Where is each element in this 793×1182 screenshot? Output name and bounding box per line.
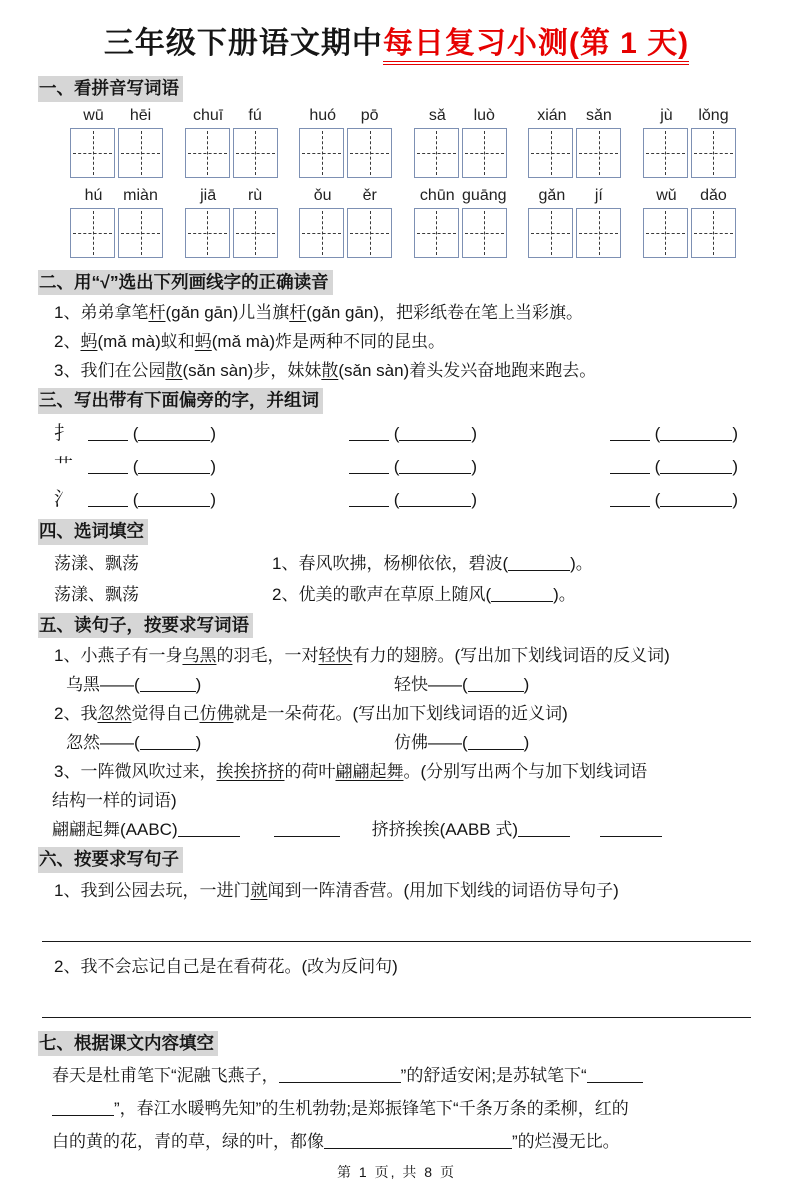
word-blank	[138, 491, 210, 507]
answer-row	[38, 728, 755, 757]
word-options: 荡漾、飘荡	[54, 553, 139, 573]
text: 白的黄的花，青的草，绿的叶，都像	[52, 1132, 324, 1152]
answer-blank	[66, 728, 394, 757]
section-3-heading: 三、写出带有下面偏旁的字，并组词	[38, 388, 323, 414]
writing-box	[70, 208, 115, 258]
pinyin-syllable: jiā	[200, 186, 217, 204]
pinyin-word-group	[414, 107, 508, 178]
pinyin-syllable: jí	[594, 186, 603, 204]
writing-boxes	[70, 128, 164, 178]
text: 1、我到公园去玩，一进门	[54, 880, 251, 900]
pinyin-syllable: guāng	[462, 186, 507, 204]
underlined-text: 就	[250, 880, 268, 900]
text: 有力的翅膀。(写出加下划线词语的反义词)	[352, 646, 670, 666]
pinyin-word-group	[70, 187, 164, 258]
writing-boxes	[185, 208, 279, 258]
text: (sǎn sàn)步，妹妹	[182, 361, 322, 381]
underlined-text: 轻快	[318, 646, 353, 666]
pinyin-labels	[299, 187, 393, 205]
fill-paragraph-line	[38, 1059, 755, 1092]
text: )	[523, 675, 530, 695]
character-blank	[349, 425, 389, 441]
writing-boxes	[528, 208, 622, 258]
writing-box	[118, 128, 163, 178]
radical-char: 氵	[54, 488, 74, 510]
pinyin-word-group	[185, 107, 279, 178]
writing-line	[42, 913, 751, 942]
pinyin-row-1	[38, 107, 755, 178]
pinyin-syllable: luò	[473, 106, 495, 124]
writing-box	[118, 208, 163, 258]
pinyin-labels	[528, 107, 622, 125]
fill-in-blank	[508, 554, 570, 570]
pinyin-syllable: miàn	[123, 186, 158, 204]
fill-in-blank	[600, 821, 662, 837]
writing-box	[414, 208, 459, 258]
word-blank	[138, 458, 210, 474]
underlined-text: 散	[165, 361, 183, 381]
text: )	[195, 675, 202, 695]
sentence-item	[38, 757, 755, 786]
section-text-fill	[38, 1028, 755, 1159]
text: )。	[553, 584, 576, 604]
text: 2、	[54, 332, 81, 352]
writing-box	[299, 208, 344, 258]
text: ”的舒适安闲;是苏轼笔下“	[400, 1066, 587, 1086]
pinyin-syllable: hēi	[129, 106, 152, 124]
writing-box	[414, 128, 459, 178]
character-blank	[88, 491, 128, 507]
radical-row	[38, 417, 755, 450]
fill-in-blank	[274, 821, 340, 837]
writing-boxes	[299, 208, 393, 258]
word-blank	[660, 425, 732, 441]
writing-box	[576, 208, 621, 258]
paren-text: )	[471, 489, 478, 509]
text: 结构一样的词语)	[52, 791, 177, 811]
text: 挤挤挨挨(AABB 式)	[371, 820, 519, 840]
section-7-heading: 七、根据课文内容填空	[38, 1031, 218, 1057]
fill-paragraph-line	[38, 1092, 755, 1125]
radical-rows	[38, 417, 755, 516]
page-title	[38, 24, 755, 63]
pinyin-word-group	[70, 107, 164, 178]
underlined-text: 蚂	[194, 332, 212, 352]
writing-box	[528, 128, 573, 178]
fill-in-blank	[587, 1067, 643, 1083]
text: 觉得自己	[131, 704, 200, 724]
pinyin-word-group	[528, 187, 622, 258]
fill-in-blank	[52, 1100, 114, 1116]
word-blank-group	[610, 450, 738, 483]
pinyin-labels	[643, 187, 737, 205]
writing-box	[691, 208, 736, 258]
text: (gǎn gān)儿当旗	[165, 303, 290, 323]
answer-row	[38, 670, 755, 699]
paren-text: )	[471, 423, 478, 443]
underlined-text: 挨挨挤挤	[216, 762, 285, 782]
pinyin-syllable: huó	[309, 106, 337, 124]
underlined-text: 杆	[289, 303, 307, 323]
writing-box	[643, 208, 688, 258]
answer-row	[38, 815, 755, 844]
section-1-heading: 一、看拼音写词语	[38, 76, 183, 102]
text: )。	[570, 553, 593, 573]
paren-text: )	[210, 423, 217, 443]
pinyin-syllable: rù	[247, 186, 263, 204]
pinyin-labels	[528, 187, 622, 205]
pinyin-syllable: lǒng	[698, 106, 729, 124]
writing-boxes	[414, 208, 508, 258]
text: 乌黑——(	[66, 675, 140, 695]
fill-in-blank	[140, 734, 196, 750]
paren-text: (	[388, 423, 400, 443]
text: 1、小燕子有一身	[54, 646, 183, 666]
text: 就是一朵荷花。(写出加下划线词语的近义词)	[233, 704, 568, 724]
writing-box	[528, 208, 573, 258]
fill-in-blank	[468, 676, 524, 692]
page-number: 第 1 页, 共 8 页	[337, 1164, 456, 1181]
text: )	[523, 733, 530, 753]
text: 2、我不会忘记自己是在看荷花。(改为反问句)	[54, 956, 398, 976]
paren-text: )	[732, 489, 738, 509]
word-blank	[660, 458, 732, 474]
text: (mǎ mà)炸是两种不同的昆虫。	[211, 332, 446, 352]
paren-text: (	[649, 456, 661, 476]
writing-boxes	[643, 208, 737, 258]
section-pronunciation	[38, 267, 755, 386]
word-blank	[399, 425, 471, 441]
writing-box	[70, 128, 115, 178]
paren-text: )	[732, 456, 738, 476]
fill-in-blank	[178, 821, 240, 837]
pinyin-labels	[299, 107, 393, 125]
character-blank	[610, 425, 650, 441]
pronunciation-item	[38, 298, 755, 327]
answer-blank	[66, 670, 394, 699]
pinyin-syllable: chuī	[192, 106, 224, 124]
writing-boxes	[70, 208, 164, 258]
text: (gǎn gān)，把彩纸卷在笔上当彩旗。	[306, 303, 584, 323]
sentence-item	[38, 876, 755, 905]
writing-line	[42, 989, 751, 1018]
pinyin-labels	[185, 187, 279, 205]
text: 。(分别写出两个与加下划线词语	[403, 762, 648, 782]
text: 闻到一阵清香营。(用加下划线的词语仿导句子)	[267, 880, 619, 900]
underlined-text: 忽然	[97, 704, 132, 724]
title-black-part: 三年级下册语文期中	[103, 27, 383, 60]
text: 春天是杜甫笔下“泥融飞燕子，	[52, 1066, 279, 1086]
pinyin-word-group	[414, 187, 508, 258]
pronunciation-item	[38, 356, 755, 385]
pinyin-labels	[414, 187, 508, 205]
fill-in-blank	[518, 821, 570, 837]
underlined-text: 翩翩起舞	[335, 762, 404, 782]
fill-paragraph-line	[38, 1125, 755, 1158]
pinyin-syllable: gǎn	[538, 186, 566, 204]
paren-text: (	[649, 423, 661, 443]
fill-in-blank	[279, 1067, 401, 1083]
underlined-text: 散	[321, 361, 339, 381]
text: 3、一阵微风吹过来，	[54, 762, 217, 782]
writing-boxes	[185, 128, 279, 178]
pinyin-syllable: hú	[84, 186, 103, 204]
character-blank	[610, 458, 650, 474]
pinyin-syllable: jù	[660, 106, 673, 124]
pronunciation-item	[38, 327, 755, 356]
text: 1、弟弟拿笔	[54, 303, 149, 323]
answer-blank	[394, 670, 529, 699]
word-blank-group	[349, 483, 477, 516]
writing-box	[462, 128, 507, 178]
pinyin-syllable: sǎn	[585, 106, 612, 124]
pinyin-word-group	[643, 107, 737, 178]
text: ”，春江水暖鸭先知”的生机勃勃;是郑振锋笔下“千条万条的柔柳，红的	[114, 1099, 629, 1119]
writing-box	[576, 128, 621, 178]
section-5-heading: 五、读句子，按要求写词语	[38, 613, 253, 639]
writing-boxes	[414, 128, 508, 178]
pinyin-syllable: ǒu	[313, 186, 332, 204]
paren-text: (	[128, 456, 139, 476]
text: 忽然——(	[66, 733, 140, 753]
paren-text: )	[471, 456, 478, 476]
paren-text: (	[388, 489, 400, 509]
pinyin-syllable: wǔ	[656, 186, 677, 204]
sentence-item	[38, 641, 755, 670]
text: (mǎ mà)蚁和	[97, 332, 195, 352]
writing-box	[347, 128, 392, 178]
section-4-heading: 四、选词填空	[38, 519, 148, 545]
paren-text: )	[210, 456, 217, 476]
section-write-words	[38, 610, 755, 845]
character-blank	[349, 458, 389, 474]
character-blank	[88, 425, 128, 441]
word-blank-group	[349, 450, 477, 483]
text: (sǎn sàn)着头发兴奋地跑来跑去。	[338, 361, 597, 381]
text: 的荷叶	[284, 762, 336, 782]
pinyin-syllable: dǎo	[700, 186, 727, 204]
character-blank	[349, 491, 389, 507]
word-blank-groups	[88, 450, 738, 483]
section-6-heading: 六、按要求写句子	[38, 847, 183, 873]
fill-sentence	[272, 548, 593, 579]
paren-text: )	[210, 489, 217, 509]
pinyin-syllable: ěr	[362, 186, 377, 204]
text: 仿佛——(	[394, 733, 468, 753]
writing-box	[643, 128, 688, 178]
character-blank	[610, 491, 650, 507]
underlined-text: 仿佛	[199, 704, 234, 724]
writing-box	[347, 208, 392, 258]
pinyin-syllable: xián	[537, 106, 567, 124]
word-blank-group	[610, 417, 738, 450]
writing-box	[691, 128, 736, 178]
character-blank	[88, 458, 128, 474]
word-blank	[399, 491, 471, 507]
sentence-item-continued	[38, 786, 755, 815]
fill-in-blank	[491, 585, 553, 601]
text: 翩翩起舞(AABC)	[52, 820, 178, 840]
writing-box	[299, 128, 344, 178]
paren-text: (	[388, 456, 400, 476]
fill-in-blank	[324, 1133, 512, 1149]
pinyin-row-2	[38, 187, 755, 258]
word-choice-row	[38, 548, 755, 579]
word-blank	[399, 458, 471, 474]
word-blank-group	[88, 450, 216, 483]
section-word-choice	[38, 516, 755, 610]
pinyin-labels	[414, 107, 508, 125]
paren-text: )	[732, 423, 738, 443]
pinyin-labels	[70, 107, 164, 125]
section-write-sentences	[38, 844, 755, 1018]
radical-row	[38, 483, 755, 516]
writing-box	[185, 128, 230, 178]
text: 的羽毛，一对	[216, 646, 319, 666]
word-blank-groups	[88, 417, 738, 450]
pinyin-word-group	[299, 107, 393, 178]
underlined-text: 乌黑	[182, 646, 217, 666]
writing-boxes	[299, 128, 393, 178]
underlined-text: 蚂	[80, 332, 98, 352]
radical-char: 扌	[54, 422, 74, 444]
sentence-item	[38, 952, 755, 981]
word-options: 荡漾、飘荡	[54, 584, 139, 604]
word-blank	[660, 491, 732, 507]
section-radicals	[38, 385, 755, 516]
pinyin-syllable: pō	[360, 106, 379, 124]
pinyin-syllable: chūn	[419, 186, 455, 204]
radical-char: 艹	[54, 455, 74, 477]
text: )	[195, 733, 202, 753]
sentence-item	[38, 699, 755, 728]
text: 轻快——(	[394, 675, 468, 695]
fill-sentence	[272, 579, 576, 610]
pinyin-labels	[185, 107, 279, 125]
section-2-heading: 二、用“√”选出下列画线字的正确读音	[38, 270, 333, 296]
writing-box	[233, 208, 278, 258]
pinyin-syllable: sǎ	[428, 106, 446, 124]
writing-box	[185, 208, 230, 258]
writing-boxes	[528, 128, 622, 178]
word-blank	[138, 425, 210, 441]
pinyin-syllable: wū	[83, 106, 104, 124]
writing-box	[462, 208, 507, 258]
fill-in-blank	[468, 734, 524, 750]
text: 2、优美的歌声在草原上随风(	[272, 584, 492, 604]
pinyin-syllable: fú	[248, 106, 262, 124]
paren-text: (	[128, 423, 139, 443]
text: ”的烂漫无比。	[512, 1132, 620, 1152]
radical-row	[38, 450, 755, 483]
word-blank-group	[349, 417, 477, 450]
word-blank-groups	[88, 483, 738, 516]
pinyin-word-group	[299, 187, 393, 258]
writing-box	[233, 128, 278, 178]
paren-text: (	[649, 489, 661, 509]
fill-in-blank	[140, 676, 196, 692]
word-choice-row	[38, 579, 755, 610]
writing-boxes	[643, 128, 737, 178]
text: 1、春风吹拂，杨柳依依，碧波(	[272, 553, 509, 573]
pinyin-labels	[643, 107, 737, 125]
pinyin-word-group	[185, 187, 279, 258]
pinyin-word-group	[643, 187, 737, 258]
text: 3、我们在公园	[54, 361, 166, 381]
section-pinyin	[38, 73, 755, 258]
underlined-text: 杆	[148, 303, 166, 323]
answer-blank	[394, 728, 529, 757]
word-blank-group	[88, 483, 216, 516]
title-red-part: 每日复习小测(第 1 天)	[383, 27, 689, 65]
pinyin-word-group	[528, 107, 622, 178]
text: 2、我	[54, 704, 98, 724]
word-blank-group	[610, 483, 738, 516]
paren-text: (	[128, 489, 139, 509]
pinyin-labels	[70, 187, 164, 205]
word-blank-group	[88, 417, 216, 450]
